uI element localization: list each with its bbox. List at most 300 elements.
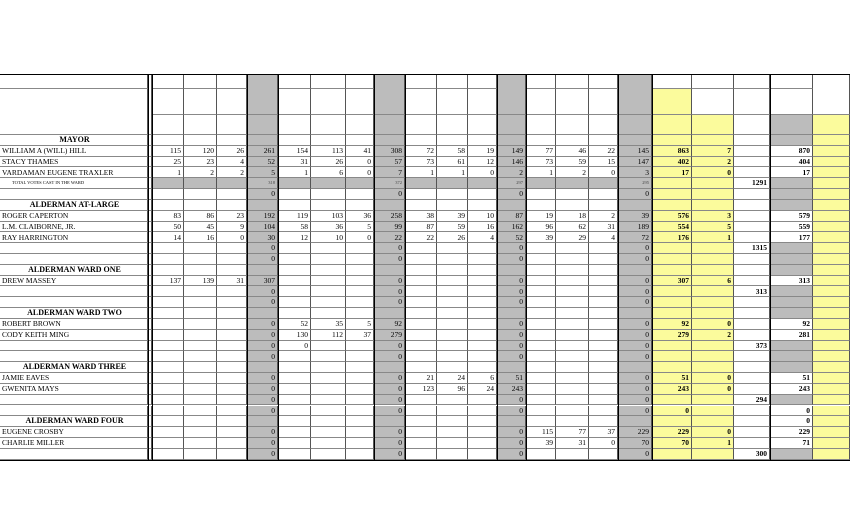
section-row [0, 416, 850, 427]
header-w3c [468, 75, 497, 89]
ward-4-box-c [589, 416, 618, 427]
ward-3-box-b [437, 438, 468, 449]
ward-4-box-c: 4 [589, 232, 618, 243]
ward-2-box-b [311, 427, 346, 438]
ward-total-1: 0 [247, 395, 278, 406]
ward-1-box-a [152, 308, 184, 319]
header-w1c [217, 89, 247, 115]
ward-2-box-a: 0 [278, 341, 311, 352]
ward-2-box-b [311, 189, 346, 200]
votes-cast-cell [734, 146, 770, 157]
extra-cell [813, 167, 850, 178]
candidate-name: JAMIE EAVES [0, 373, 148, 384]
header-off [770, 115, 813, 135]
section-title: ALDERMAN WARD THREE [0, 362, 148, 373]
section-title: ALDERMAN WARD TWO [0, 308, 148, 319]
ward-1-box-b [184, 351, 217, 362]
votes-cast-cell: 294 [734, 395, 770, 406]
official-total-cell: 313 [770, 276, 813, 287]
ward-2-box-a [278, 362, 311, 373]
ward-2-box-a: 58 [278, 222, 311, 233]
column-divider [247, 75, 248, 460]
official-total-cell [770, 178, 813, 189]
votes-cast-cell [734, 308, 770, 319]
ward-4-box-a [526, 308, 556, 319]
column-divider [652, 75, 653, 460]
votes-cast-cell [734, 135, 770, 146]
column-divider [278, 75, 279, 460]
blank-row [0, 449, 850, 460]
ward-1-box-a [152, 427, 184, 438]
affidavit-cell [692, 254, 734, 265]
cell-name [0, 189, 148, 200]
ward-2-box-b [311, 416, 346, 427]
ward-total-4: 3 [618, 167, 652, 178]
ward-2-box-c: 0 [346, 232, 374, 243]
ward-1-box-b [184, 395, 217, 406]
candidate-name: STACY THAMES [0, 157, 148, 168]
ward-total-2: 0 [374, 243, 405, 254]
ward-3-box-a [405, 416, 437, 427]
ward-2-box-a [278, 416, 311, 427]
official-total-cell: 0 [770, 416, 813, 427]
blank-row [0, 351, 850, 362]
ward-2-box-c [346, 427, 374, 438]
ward-2-box-b: 103 [311, 211, 346, 222]
ward-3-box-c: 12 [468, 157, 497, 168]
ward-2-box-a [278, 395, 311, 406]
ward-4-box-a [526, 254, 556, 265]
ward-1-box-a [152, 438, 184, 449]
ward-total-2: 0 [374, 297, 405, 308]
header-w1b [184, 75, 217, 89]
official-total-cell: 281 [770, 330, 813, 341]
ward-2-box-b [311, 200, 346, 211]
ward-2-box-c [346, 384, 374, 395]
ward-2-box-b [311, 297, 346, 308]
ward-3-box-c [468, 351, 497, 362]
ward-2-box-a: 119 [278, 211, 311, 222]
ward-total-2: 258 [374, 211, 405, 222]
ward-4-box-a [526, 406, 556, 417]
header-t4 [618, 75, 652, 115]
candidate-name: ROBERT BROWN [0, 319, 148, 330]
table-row [0, 384, 850, 395]
header-w1b [184, 89, 217, 115]
ward-1-box-b [184, 373, 217, 384]
subtotal-cell [652, 135, 692, 146]
ward-1-box-a [152, 297, 184, 308]
votes-cast-cell: 1291 [734, 178, 770, 189]
column-divider [618, 75, 619, 460]
ward-1-box-a [152, 319, 184, 330]
ward-4-box-c [589, 135, 618, 146]
ward-total-2: 0 [374, 373, 405, 384]
ward-1-box-c [217, 189, 247, 200]
subtotal-cell [652, 189, 692, 200]
affidavit-cell [692, 308, 734, 319]
ward-3-box-c [468, 438, 497, 449]
ward-2-box-b [311, 254, 346, 265]
ward-total-1: 0 [247, 319, 278, 330]
cell-name [0, 406, 148, 417]
subtotal-cell: 51 [652, 373, 692, 384]
ward-4-box-b [556, 135, 589, 146]
ward-1-box-c [217, 416, 247, 427]
ward-2-box-b [311, 449, 346, 460]
ward-3-box-a [405, 362, 437, 373]
ward-2-box-b [311, 265, 346, 276]
ward-total-3: 243 [497, 384, 526, 395]
ward-total-4: 0 [618, 286, 652, 297]
section-title: MAYOR [0, 135, 148, 146]
ward-4-box-a [526, 341, 556, 352]
official-total-cell: 51 [770, 373, 813, 384]
ward-total-3 [497, 200, 526, 211]
ward-total-4: 189 [618, 222, 652, 233]
ward-1-box-a [152, 449, 184, 460]
ward-3-box-b [437, 341, 468, 352]
ward-total-1: 318 [247, 178, 278, 189]
ward-4-box-b [556, 406, 589, 417]
ward-3-box-b [437, 254, 468, 265]
extra-cell [813, 341, 850, 352]
ward-1-box-b [184, 362, 217, 373]
ward-2-box-b [311, 395, 346, 406]
subtotal-cell [652, 265, 692, 276]
official-total-cell: 404 [770, 157, 813, 168]
ward-1-box-a [152, 416, 184, 427]
ward-1-box-c [217, 449, 247, 460]
ward-2-box-a [278, 286, 311, 297]
ward-3-box-c [468, 243, 497, 254]
ward-2-box-c [346, 135, 374, 146]
ward-total-2: 22 [374, 232, 405, 243]
ward-3-box-c [468, 254, 497, 265]
ward-total-2: 57 [374, 157, 405, 168]
subtotal-cell: 92 [652, 319, 692, 330]
affidavit-cell: 5 [692, 222, 734, 233]
results-grid [0, 74, 850, 461]
ward-3-box-b: 96 [437, 384, 468, 395]
ward-3-box-c [468, 200, 497, 211]
header-w3a [405, 115, 437, 135]
cell-name [0, 395, 148, 406]
column-divider [526, 75, 527, 460]
subtotal-cell [652, 178, 692, 189]
affidavit-cell: 6 [692, 276, 734, 287]
ward-total-1: 0 [247, 297, 278, 308]
extra-cell [813, 265, 850, 276]
ward-1-box-b [184, 189, 217, 200]
ward-4-box-a [526, 373, 556, 384]
ward-3-box-a [405, 341, 437, 352]
ward-total-2: 99 [374, 222, 405, 233]
ward-1-box-a [152, 384, 184, 395]
section-row [0, 200, 850, 211]
votes-cast-cell [734, 265, 770, 276]
column-divider [374, 75, 375, 460]
ward-4-box-c [589, 254, 618, 265]
ward-2-box-a [278, 189, 311, 200]
ward-1-box-a [152, 330, 184, 341]
header-w4b [556, 75, 589, 89]
table-row [0, 146, 850, 157]
ward-1-box-b [184, 308, 217, 319]
ward-total-2: 0 [374, 351, 405, 362]
affidavit-cell [692, 449, 734, 460]
cell-name [0, 341, 148, 352]
ward-1-box-a [152, 254, 184, 265]
official-total-cell [770, 254, 813, 265]
ward-2-box-b [311, 178, 346, 189]
votes-cast-cell [734, 416, 770, 427]
ward-total-1: 307 [247, 276, 278, 287]
ward-3-box-a [405, 297, 437, 308]
subtotal-cell [652, 341, 692, 352]
ward-total-2 [374, 265, 405, 276]
official-total-cell: 243 [770, 384, 813, 395]
ward-total-4: 39 [618, 211, 652, 222]
subtotal-cell [652, 416, 692, 427]
ward-1-box-c: 2 [217, 167, 247, 178]
affidavit-cell [692, 189, 734, 200]
ward-total-3: 0 [497, 395, 526, 406]
ward-total-1 [247, 135, 278, 146]
official-total-cell [770, 351, 813, 362]
ward-2-box-c [346, 254, 374, 265]
ward-2-box-b [311, 373, 346, 384]
ward-total-2: 0 [374, 438, 405, 449]
ward-3-box-a [405, 319, 437, 330]
votes-cast-cell [734, 319, 770, 330]
ward-3-box-a: 87 [405, 222, 437, 233]
ward-total-3: 51 [497, 373, 526, 384]
ward-1-box-a: 1 [152, 167, 184, 178]
header-w2c [346, 89, 374, 115]
official-total-cell: 870 [770, 146, 813, 157]
affidavit-cell [692, 178, 734, 189]
votes-cast-cell [734, 211, 770, 222]
cell-name [0, 243, 148, 254]
ward-4-box-c [589, 243, 618, 254]
header-w4c [589, 89, 618, 115]
ward-4-box-c [589, 351, 618, 362]
ward-total-2: 308 [374, 146, 405, 157]
ward-3-box-b [437, 189, 468, 200]
ward-total-3: 0 [497, 427, 526, 438]
ward-total-1 [247, 265, 278, 276]
ward-total-3: 146 [497, 157, 526, 168]
ward-4-box-c [589, 276, 618, 287]
ward-4-box-c [589, 178, 618, 189]
ward-4-box-b [556, 265, 589, 276]
ward-total-3: 52 [497, 232, 526, 243]
ward-4-box-c: 2 [589, 211, 618, 222]
ward-1-box-b [184, 297, 217, 308]
ward-4-box-b: 62 [556, 222, 589, 233]
ward-1-box-c: 31 [217, 276, 247, 287]
ward-1-box-c [217, 286, 247, 297]
ward-3-box-b [437, 319, 468, 330]
ward-total-1: 261 [247, 146, 278, 157]
ward-2-box-b: 6 [311, 167, 346, 178]
ward-4-box-c [589, 308, 618, 319]
ward-1-box-a: 83 [152, 211, 184, 222]
ward-1-box-b [184, 427, 217, 438]
ward-4-box-a [526, 384, 556, 395]
votes-cast-cell [734, 157, 770, 168]
ward-1-box-b: 45 [184, 222, 217, 233]
ward-3-box-c: 10 [468, 211, 497, 222]
ward-1-box-c [217, 395, 247, 406]
ward-1-box-b [184, 341, 217, 352]
ward-2-box-a [278, 265, 311, 276]
ward-total-4: 70 [618, 438, 652, 449]
affidavit-cell: 7 [692, 146, 734, 157]
column-divider [405, 75, 406, 460]
ward-2-box-a: 130 [278, 330, 311, 341]
candidate-name: RAY HARRINGTON [0, 232, 148, 243]
subtotal-cell [652, 351, 692, 362]
candidate-name: VARDAMAN EUGENE TRAXLER [0, 167, 148, 178]
votes-cast-cell [734, 373, 770, 384]
column-divider [148, 75, 149, 460]
header-w3b [437, 115, 468, 135]
header-w1a [152, 115, 184, 135]
section-title: ALDERMAN WARD FOUR [0, 416, 148, 427]
ward-4-box-a [526, 178, 556, 189]
ward-3-box-c [468, 330, 497, 341]
ward-total-4: 0 [618, 243, 652, 254]
ward-total-1: 0 [247, 330, 278, 341]
ward-4-box-c [589, 189, 618, 200]
ward-3-box-a [405, 449, 437, 460]
official-total-cell [770, 449, 813, 460]
ward-1-box-c [217, 243, 247, 254]
ward-total-1 [247, 362, 278, 373]
ward-1-box-a [152, 135, 184, 146]
ward-1-box-c: 26 [217, 146, 247, 157]
ward-3-box-a: 73 [405, 157, 437, 168]
ward-4-box-a [526, 449, 556, 460]
ward-3-box-a [405, 438, 437, 449]
ward-2-box-a [278, 406, 311, 417]
ward-total-1: 0 [247, 427, 278, 438]
extra-cell [813, 276, 850, 287]
ward-3-box-b: 24 [437, 373, 468, 384]
subtotal-cell: 17 [652, 167, 692, 178]
blank-row [0, 254, 850, 265]
header-ext [813, 75, 850, 115]
ward-4-box-a [526, 351, 556, 362]
ward-total-4 [618, 362, 652, 373]
ward-2-box-b: 113 [311, 146, 346, 157]
cell-name [0, 254, 148, 265]
ward-3-box-c [468, 308, 497, 319]
table-row [0, 276, 850, 287]
ward-4-box-b: 31 [556, 438, 589, 449]
ward-4-box-a [526, 362, 556, 373]
ward-2-box-a: 52 [278, 319, 311, 330]
ward-3-box-b: 26 [437, 232, 468, 243]
ward-total-2: 0 [374, 286, 405, 297]
extra-cell [813, 406, 850, 417]
ward-3-box-c: 16 [468, 222, 497, 233]
ward-total-2 [374, 362, 405, 373]
ward-total-2 [374, 308, 405, 319]
ward-4-box-c [589, 265, 618, 276]
ward-2-box-a [278, 200, 311, 211]
ward-4-box-b [556, 362, 589, 373]
ward-3-box-c [468, 362, 497, 373]
ward-2-box-c [346, 438, 374, 449]
ward-4-box-c [589, 330, 618, 341]
ward-1-box-a [152, 200, 184, 211]
ward-1-box-b [184, 135, 217, 146]
ward-2-box-b [311, 384, 346, 395]
ward-4-box-b [556, 276, 589, 287]
ward-3-box-b [437, 395, 468, 406]
ward-3-box-c [468, 297, 497, 308]
ward-2-box-b [311, 243, 346, 254]
ward-3-box-c [468, 341, 497, 352]
votes-cast-cell [734, 362, 770, 373]
header-w3b [437, 89, 468, 115]
blank-row [0, 178, 850, 189]
extra-cell [813, 373, 850, 384]
official-total-cell [770, 286, 813, 297]
ward-3-box-b [437, 276, 468, 287]
ward-4-box-a [526, 200, 556, 211]
header-t2 [374, 75, 405, 115]
ward-3-box-a [405, 135, 437, 146]
ward-3-box-b [437, 286, 468, 297]
ward-3-box-a [405, 189, 437, 200]
ward-1-box-a [152, 265, 184, 276]
affidavit-cell [692, 351, 734, 362]
official-total-cell: 71 [770, 438, 813, 449]
subtotal-cell: 402 [652, 157, 692, 168]
ward-3-box-b [437, 330, 468, 341]
ward-2-box-b: 26 [311, 157, 346, 168]
ward-3-box-b: 61 [437, 157, 468, 168]
official-total-cell [770, 189, 813, 200]
votes-cast-cell [734, 384, 770, 395]
ward-total-1: 104 [247, 222, 278, 233]
ward-3-box-c [468, 265, 497, 276]
subtotal-cell [652, 200, 692, 211]
table-row [0, 222, 850, 233]
ward-4-box-b [556, 308, 589, 319]
ward-1-box-b: 120 [184, 146, 217, 157]
ward-1-box-b [184, 449, 217, 460]
ward-4-box-a [526, 297, 556, 308]
subtotal-cell [652, 286, 692, 297]
affidavit-cell [692, 265, 734, 276]
subtotal-cell [652, 308, 692, 319]
header-w4c [589, 75, 618, 89]
ward-total-4: 0 [618, 330, 652, 341]
ward-total-1: 5 [247, 167, 278, 178]
ward-4-box-b: 59 [556, 157, 589, 168]
ward-1-box-b [184, 254, 217, 265]
header-name [0, 89, 148, 135]
ward-3-box-a: 72 [405, 146, 437, 157]
extra-cell [813, 243, 850, 254]
ward-4-box-a [526, 395, 556, 406]
affidavit-cell: 1 [692, 232, 734, 243]
